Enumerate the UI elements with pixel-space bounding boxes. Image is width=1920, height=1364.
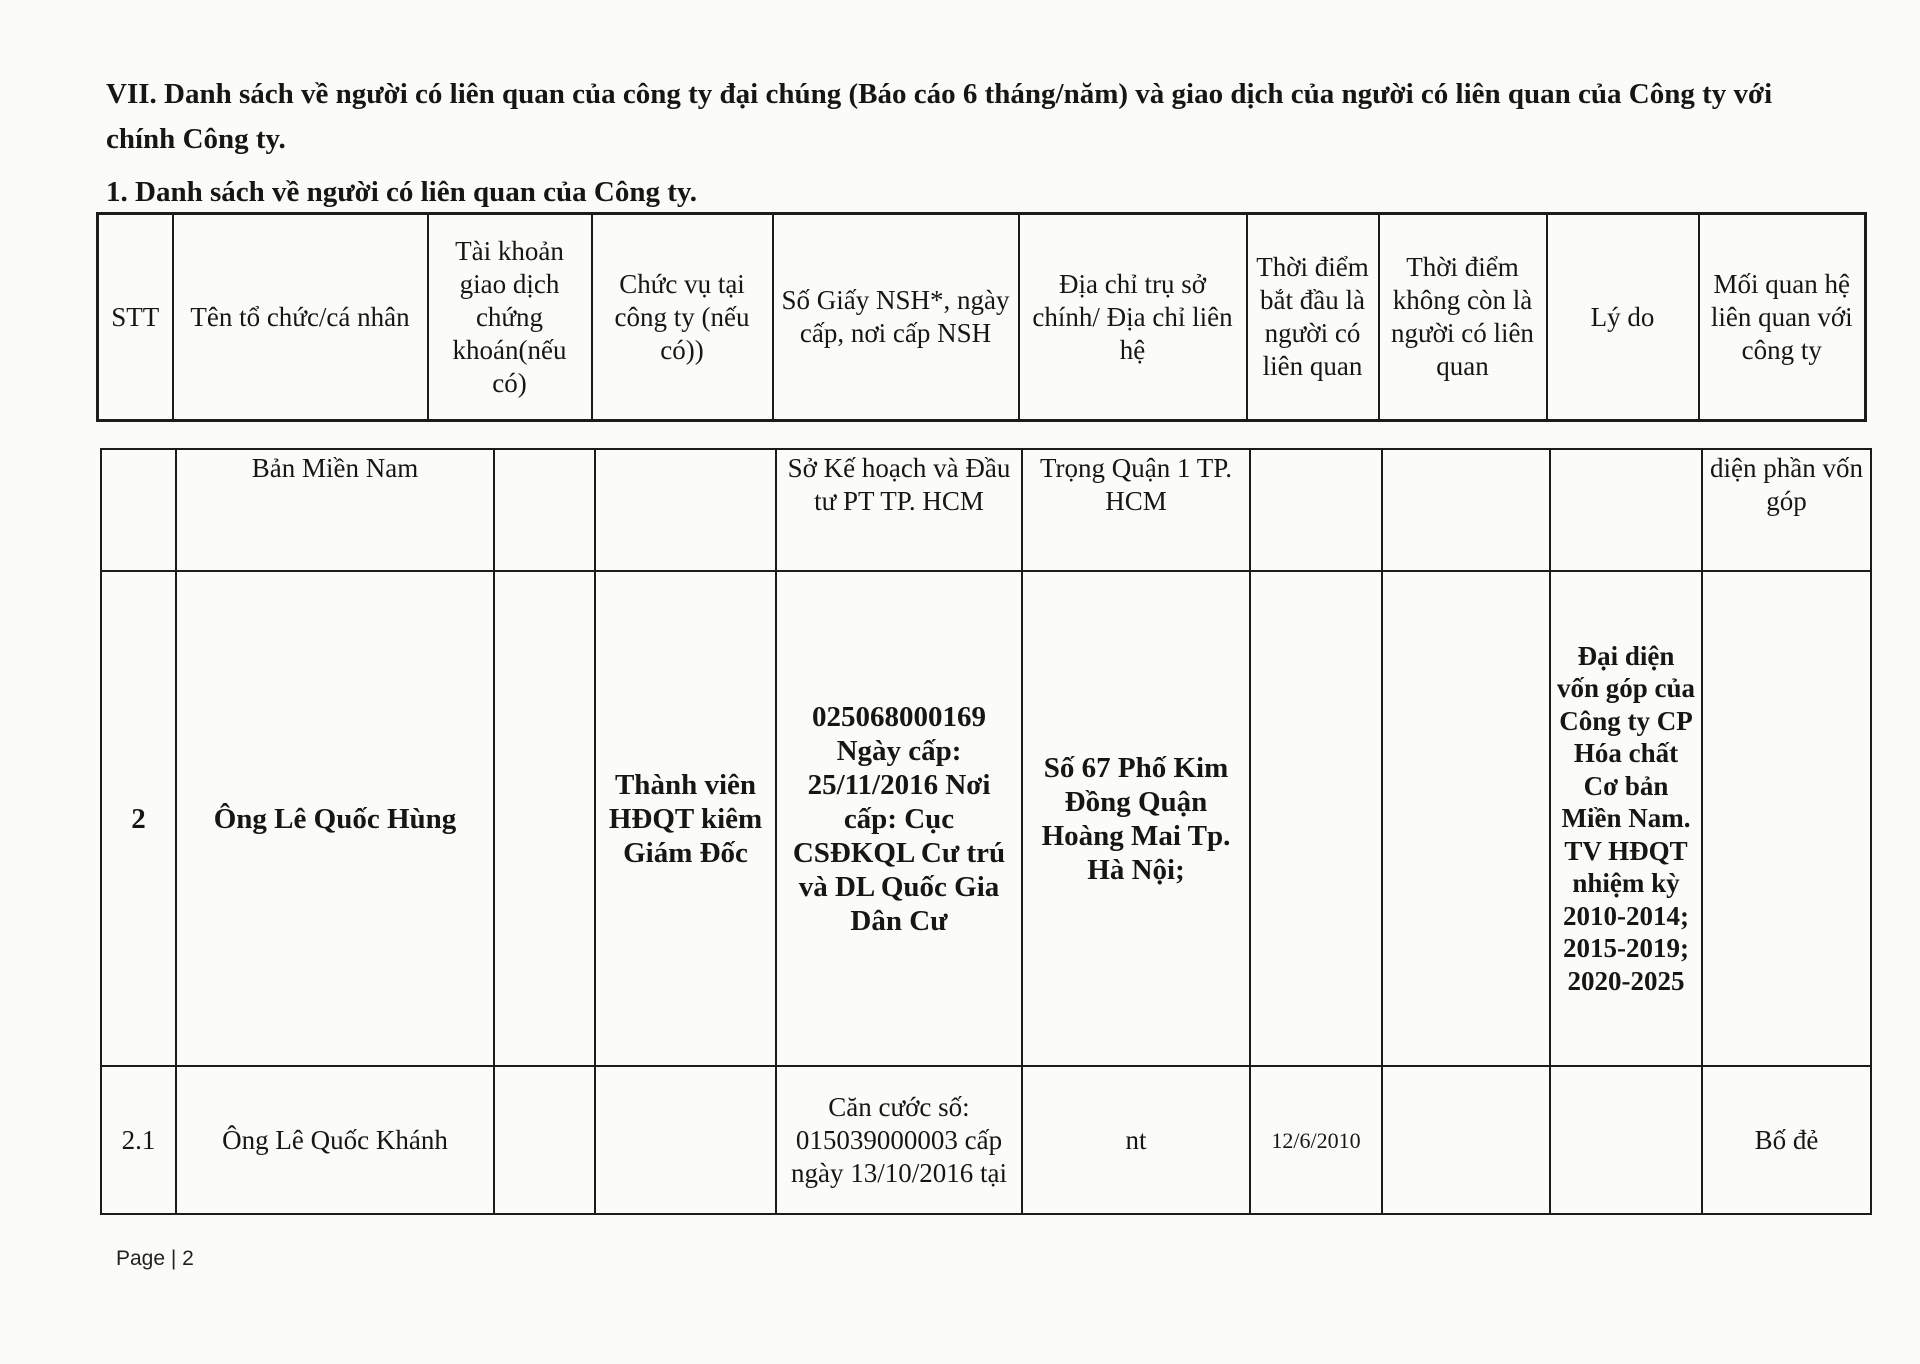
header-position: Chức vụ tại công ty (nếu có)) — [592, 214, 773, 421]
cell-name: Ông Lê Quốc Hùng — [176, 571, 494, 1066]
cell-address: nt — [1022, 1066, 1250, 1214]
cell-reason: Đại diện vốn góp của Công ty CP Hóa chất Cơ bản Miền Nam. TV HĐQT nhiệm kỳ 2010-2014; 2015-2019; 2020-2025 — [1550, 571, 1702, 1066]
cell-relation: Bố đẻ — [1702, 1066, 1871, 1214]
section-heading: VII. Danh sách về người có liên quan của công ty đại chúng (Báo cáo 6 tháng/năm) và giao dịch của người có liên quan của Công ty với chính Công ty. — [106, 78, 1773, 155]
cell-reason — [1550, 449, 1702, 571]
header-start: Thời điểm bắt đầu là người có liên quan — [1247, 214, 1379, 421]
cell-end — [1382, 1066, 1550, 1214]
related-persons-table-body — [100, 448, 1872, 1215]
cell-address: Số 67 Phố Kim Đồng Quận Hoàng Mai Tp. Hà Nội; — [1022, 571, 1250, 1066]
table-row — [101, 1066, 1871, 1214]
cell-end — [1382, 571, 1550, 1066]
cell-nsh: Sở Kế hoạch và Đầu tư PT TP. HCM — [776, 449, 1022, 571]
cell-position: Thành viên HĐQT kiêm Giám Đốc — [595, 571, 776, 1066]
cell-stt — [101, 449, 176, 571]
header-name: Tên tổ chức/cá nhân — [173, 214, 428, 421]
header-reason: Lý do — [1547, 214, 1699, 421]
cell-position — [595, 449, 776, 571]
cell-end — [1382, 449, 1550, 571]
cell-stt: 2.1 — [101, 1066, 176, 1214]
cell-stt: 2 — [101, 571, 176, 1066]
cell-account — [494, 571, 595, 1066]
cell-account — [494, 449, 595, 571]
header-relation: Mối quan hệ liên quan với công ty — [1699, 214, 1866, 421]
header-account: Tài khoản giao dịch chứng khoán(nếu có) — [428, 214, 592, 421]
table-row — [101, 571, 1871, 1066]
cell-position — [595, 1066, 776, 1214]
cell-account — [494, 1066, 595, 1214]
cell-address: Trọng Quận 1 TP. HCM — [1022, 449, 1250, 571]
cell-start — [1250, 449, 1382, 571]
page-number: Page | 2 — [116, 1247, 194, 1270]
cell-name: Bản Miền Nam — [176, 449, 494, 571]
header-nsh: Số Giấy NSH*, ngày cấp, nơi cấp NSH — [773, 214, 1019, 421]
cell-relation — [1702, 571, 1871, 1066]
cell-nsh: Căn cước số: 015039000003 cấp ngày 13/10/2016 tại — [776, 1066, 1022, 1214]
cell-start — [1250, 571, 1382, 1066]
header-address: Địa chỉ trụ sở chính/ Địa chỉ liên hệ — [1019, 214, 1247, 421]
cell-reason — [1550, 1066, 1702, 1214]
related-persons-table-header — [96, 212, 1867, 422]
header-end: Thời điểm không còn là người có liên quan — [1379, 214, 1547, 421]
subsection-heading: 1. Danh sách về người có liên quan của Công ty. — [106, 176, 698, 208]
cell-nsh: 025068000169 Ngày cấp: 25/11/2016 Nơi cấp: Cục CSĐKQL Cư trú và DL Quốc Gia Dân Cư — [776, 571, 1022, 1066]
cell-name: Ông Lê Quốc Khánh — [176, 1066, 494, 1214]
table-row — [101, 449, 1871, 571]
cell-relation: diện phần vốn góp — [1702, 449, 1871, 571]
header-stt: STT — [98, 214, 173, 421]
cell-start: 12/6/2010 — [1250, 1066, 1382, 1214]
